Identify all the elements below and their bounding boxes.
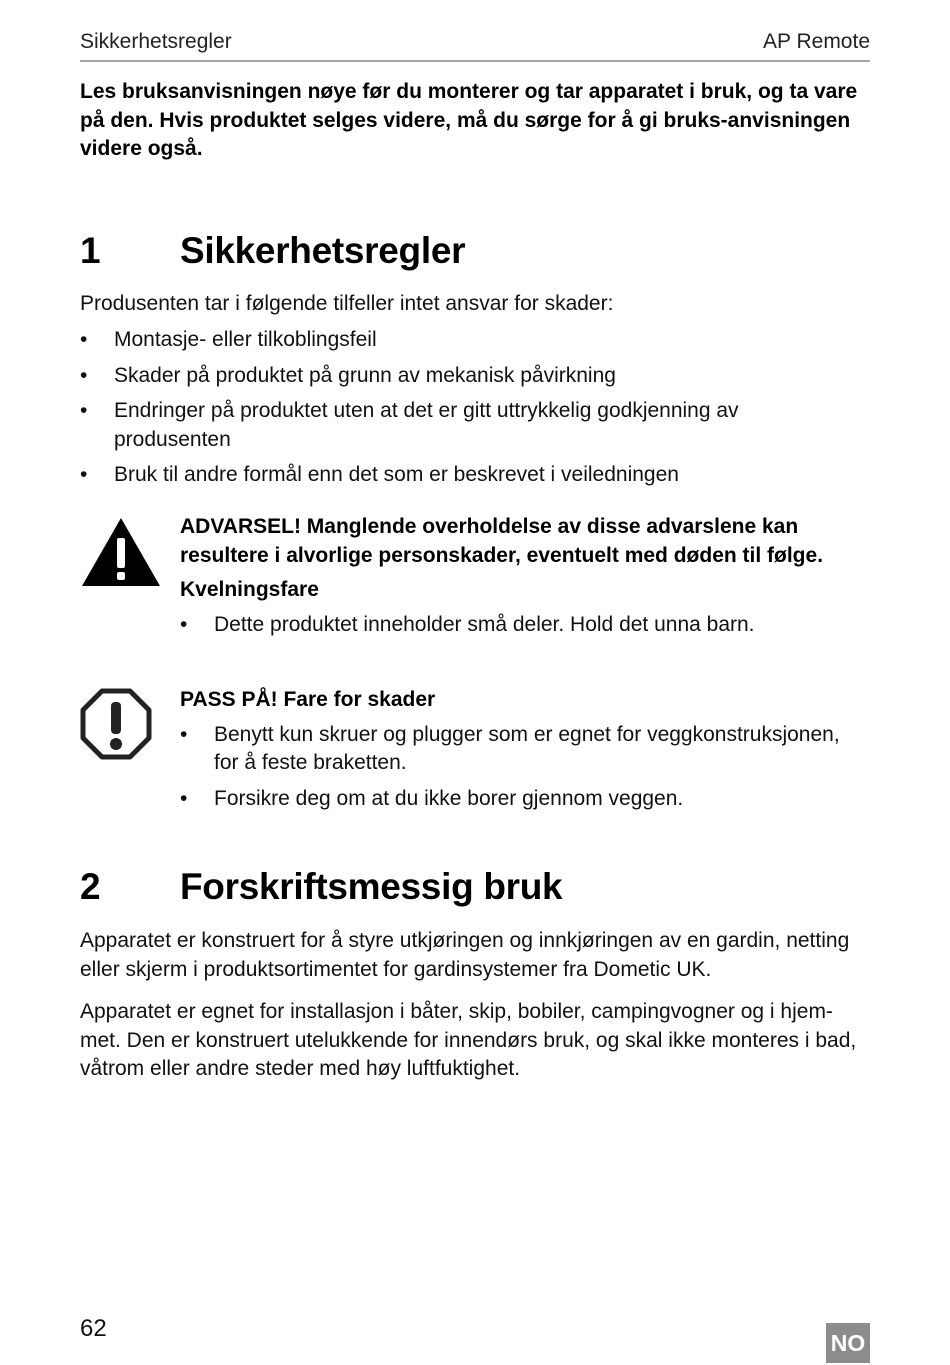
section-2-number: 2 <box>80 866 101 907</box>
warning-title: ADVARSEL! Manglende overholdelse av disse advarslene kan resultere i alvorlige personskader, eventuelt med døden til følge. <box>180 515 824 567</box>
section-2-paragraph: Apparatet er konstruert for å styre utkjøringen og innkjøringen av en gardin, netting eller skjerm i produktsortimentet for gardinsystemer fra Dometic UK. <box>80 929 850 981</box>
warning-subtitle: Kvelningsfare <box>180 578 319 601</box>
list-item: • Montasje- eller tilkoblingsfeil <box>80 328 377 351</box>
list-item: • Dette produktet inneholder små deler. Hold det unna barn. <box>180 612 755 636</box>
list-item: • Bruk til andre formål enn det som er beskrevet i veiledningen <box>80 463 679 486</box>
page-number: 62 <box>80 1315 107 1342</box>
warning-block <box>180 513 870 646</box>
caution-list <box>180 721 870 814</box>
running-header <box>80 28 870 62</box>
section-2-paragraph: Apparatet er egnet for installasjon i båter, skip, bobiler, campingvogner og i hjem-met. Den er konstruert utelukkende for innendørs bruk, og skal ikke monteres i bad, våtrom eller andre steder med høy luftfuktighet. <box>80 1000 857 1080</box>
section-1-title: Sikkerhetsregler <box>180 230 466 271</box>
header-section-name: Sikkerhetsregler <box>80 30 232 53</box>
list-item: • Endringer på produktet uten at det er gitt uttrykkelig godkjenning av produsenten <box>80 399 739 451</box>
liability-list <box>80 326 800 497</box>
intro-notice: Les bruksanvisningen nøye før du monterer og tar apparatet i bruk, og ta vare på den. Hvis produktet selges videre, må du sørge for å gi bruks-anvisningen videre også. <box>80 80 858 160</box>
caution-octagon-icon <box>80 688 152 760</box>
section-1-heading <box>80 230 870 278</box>
section-2-heading <box>80 866 870 914</box>
caution-block <box>180 686 870 820</box>
list-item: • Benytt kun skruer og plugger som er egnet for veggkonstruksjonen, for å feste braketten. <box>180 722 840 774</box>
warning-list <box>180 611 870 640</box>
language-badge: NO <box>826 1323 870 1363</box>
list-item: • Skader på produktet på grunn av mekanisk påvirkning <box>80 363 616 387</box>
section-1-lead: Produsenten tar i følgende tilfeller intet ansvar for skader: <box>80 292 614 315</box>
manual-page <box>80 0 870 1365</box>
header-product-name: AP Remote <box>763 30 870 53</box>
caution-title: PASS PÅ! Fare for skader <box>180 688 436 711</box>
warning-triangle-icon <box>80 516 162 588</box>
list-item: • Forsikre deg om at du ikke borer gjennom veggen. <box>180 786 684 810</box>
section-1-number: 1 <box>80 230 101 271</box>
section-2-title: Forskriftsmessig bruk <box>180 866 563 907</box>
